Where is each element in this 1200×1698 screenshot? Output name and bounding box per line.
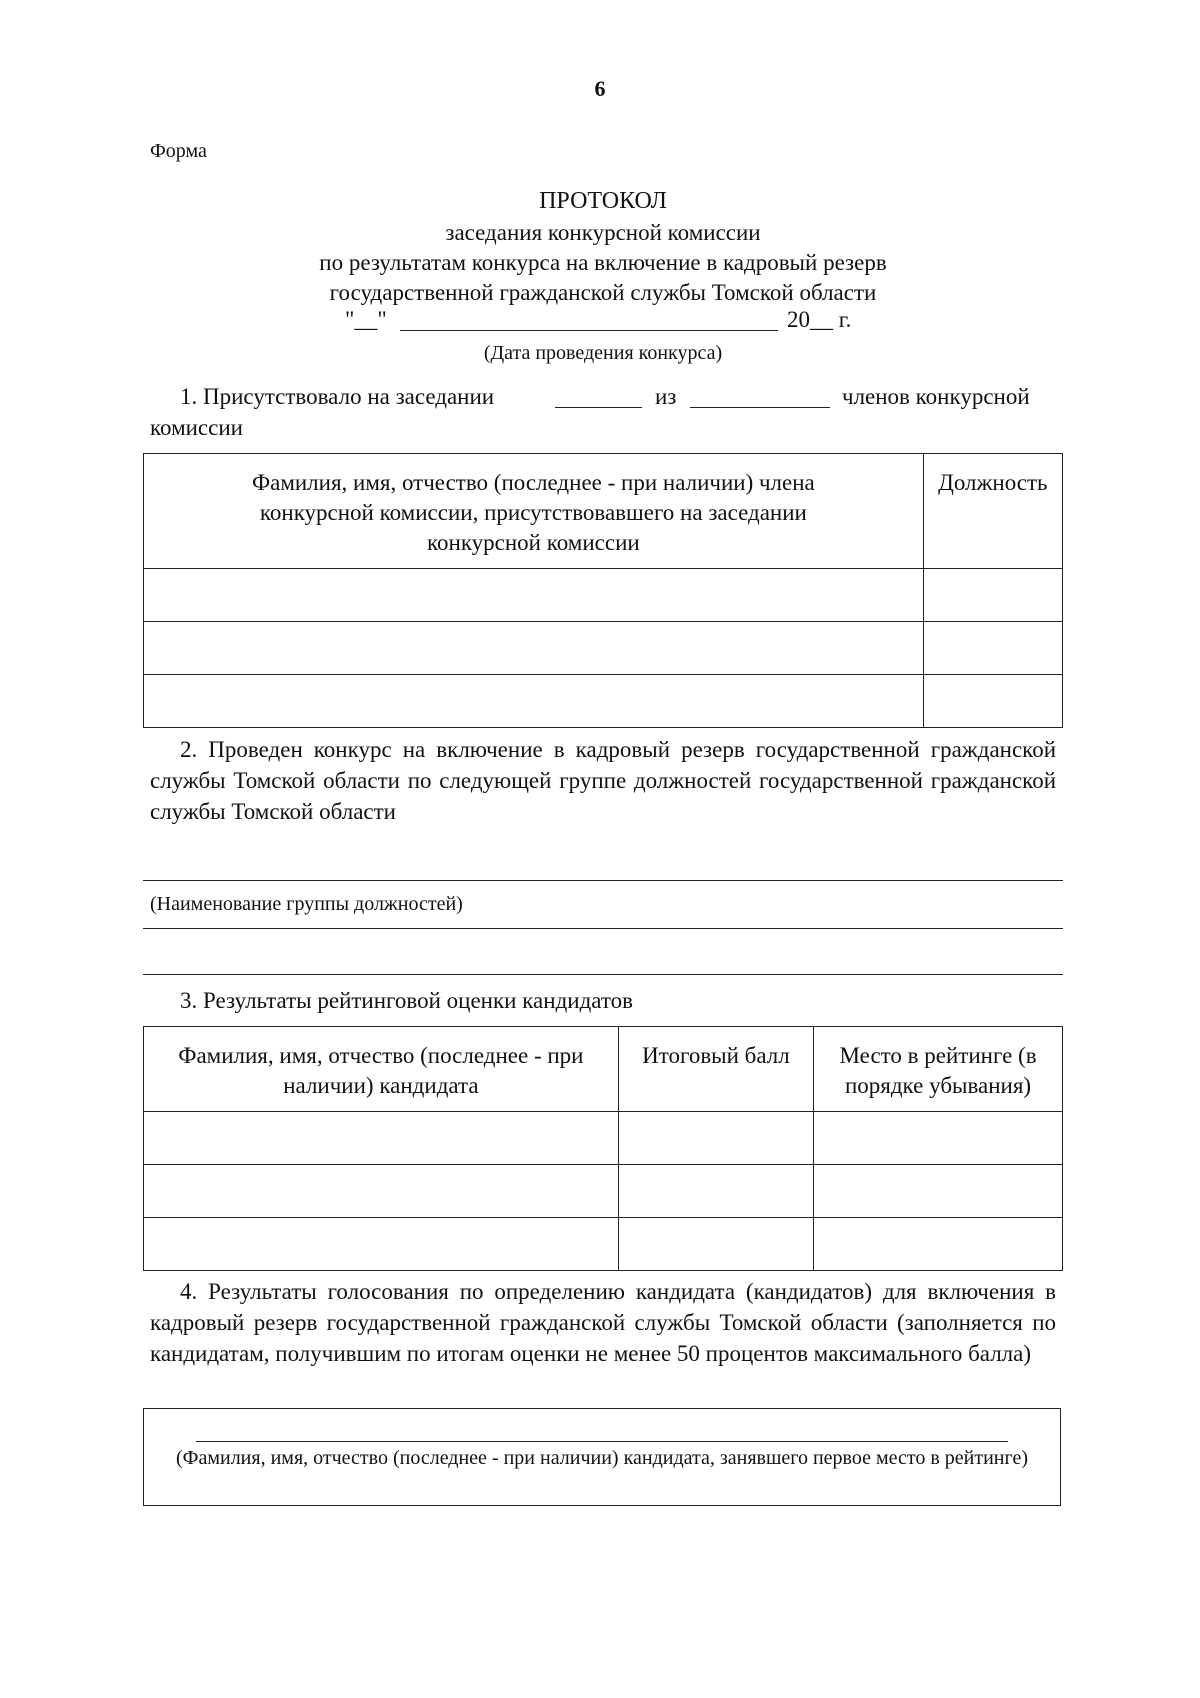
present-count-blank [555,385,642,408]
document-title: ПРОТОКОЛ [539,188,667,214]
table-cell[interactable] [618,1165,813,1218]
table-cell[interactable] [144,569,924,622]
first-place-candidate-line[interactable] [196,1441,1008,1442]
section1-text-a: 1. Присутствовало на заседании [180,384,495,409]
table-cell[interactable] [814,1112,1063,1165]
title-line-1: заседания конкурсной комиссии [445,220,761,245]
table-row [144,1165,1063,1218]
table-cell[interactable] [618,1112,813,1165]
members-header-name: Фамилия, имя, отчество (последнее - при наличии) члена конкурсной комиссии, присутствовавшего на заседании конкурсной комиссии [144,454,924,569]
members-table [143,453,1063,728]
table-row [144,675,1063,728]
section1-text-b: из [655,384,677,409]
table-row [144,1112,1063,1165]
table-cell[interactable] [144,1165,619,1218]
group-name-line-1 [143,880,1063,881]
section1-text-c: членов конкурсной [842,384,1030,409]
table-row [144,1218,1063,1271]
table-cell[interactable] [923,622,1062,675]
page-number: 6 [594,76,606,101]
section2-text: 2. Проведен конкурс на включение в кадровый резерв государственной гражданской службы Томской области по следующей группе должностей государственной гражданской службы Томской области [150,737,1056,824]
table-cell[interactable] [144,675,924,728]
section3-text: 3. Результаты рейтинговой оценки кандидатов [180,988,634,1013]
table-cell[interactable] [814,1165,1063,1218]
table-cell[interactable] [923,675,1062,728]
members-header-position: Должность [923,454,1062,569]
table-cell[interactable] [144,622,924,675]
table-cell[interactable] [618,1218,813,1271]
section1-text-line2: комиссии [150,415,243,440]
title-line-2: по результатам конкурса на включение в кадровый резерв [319,250,887,275]
ratings-header-score: Итоговый балл [618,1027,813,1112]
ratings-header-place: Место в рейтинге (в порядке убывания) [814,1027,1063,1112]
date-month-blank [400,308,778,331]
table-row [144,622,1063,675]
section4-text: 4. Результаты голосования по определению кандидата (кандидатов) для включения в кадровый резерв государственной гражданской службы Томской области (заполняется по кандидатам, получившим по итогам оценки не менее 50 процентов максимального балла) [150,1279,1056,1366]
date-caption: (Дата проведения конкурса) [483,342,723,364]
table-cell[interactable] [923,569,1062,622]
group-caption: (Наименование группы должностей) [150,893,463,915]
date-day: "__" [345,307,387,332]
date-year: 20__ г. [787,307,852,332]
form-label: Форма [150,140,207,162]
title-line-3: государственной гражданской службы Томской области [329,280,877,305]
table-row [144,569,1063,622]
total-count-blank [690,385,830,408]
group-name-line-3 [143,974,1063,975]
first-place-candidate-caption: (Фамилия, имя, отчество (последнее - при наличии) кандидата, занявшего первое место в рейтинге) [176,1447,1028,1469]
table-cell[interactable] [814,1218,1063,1271]
ratings-header-name: Фамилия, имя, отчество (последнее - при наличии) кандидата [144,1027,619,1112]
first-place-candidate-box [143,1408,1061,1506]
ratings-table [143,1026,1063,1271]
table-cell[interactable] [144,1112,619,1165]
group-name-line-2 [143,928,1063,929]
table-cell[interactable] [144,1218,619,1271]
